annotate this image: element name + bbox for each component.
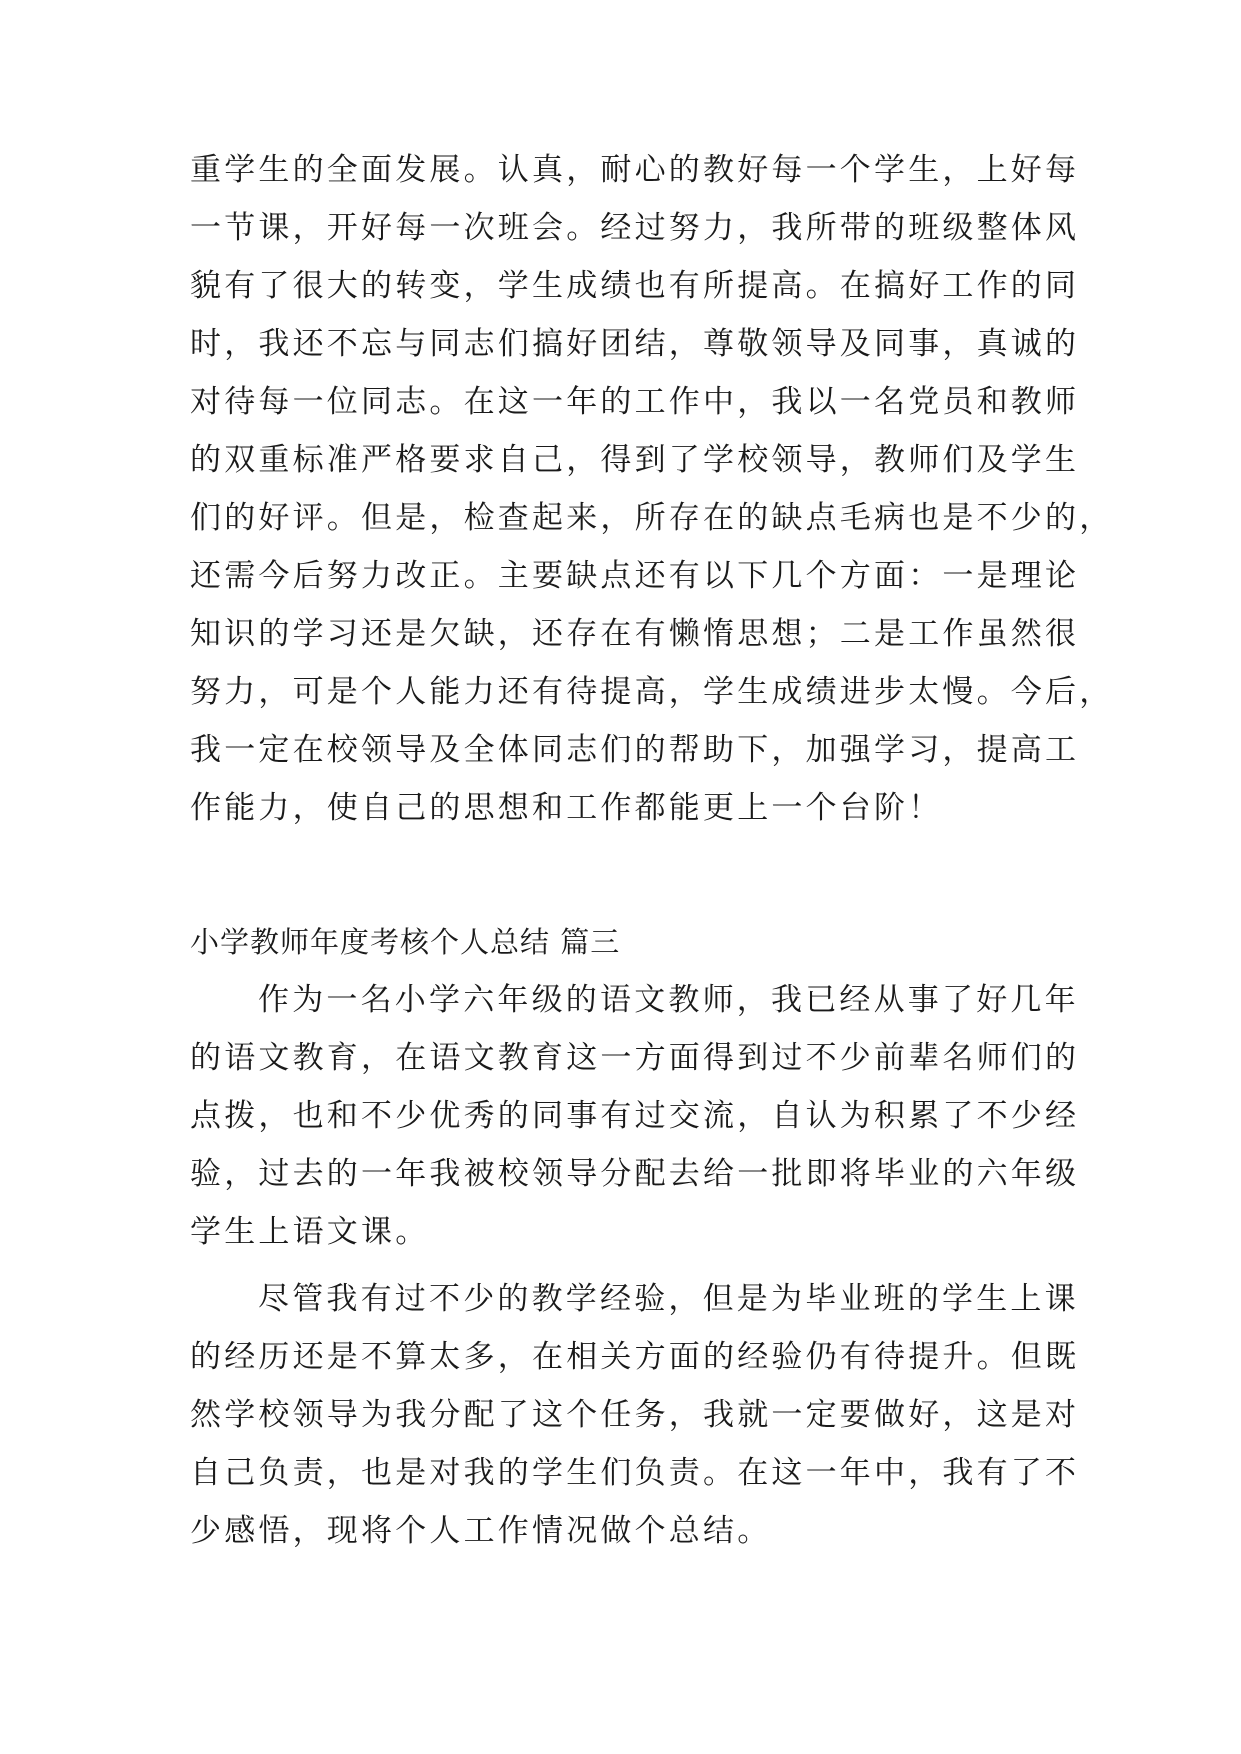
text-line: 学生上语文课。	[190, 1214, 430, 1250]
text-line: 对待每一位同志。在这一年的工作中，我以一名党员和教师	[190, 384, 1080, 420]
text-line: 作为一名小学六年级的语文教师，我已经从事了好几年	[258, 982, 1079, 1018]
text-line: 的语文教育，在语文教育这一方面得到过不少前辈名师们的	[190, 1040, 1080, 1076]
text-line: 的经历还是不算太多，在相关方面的经验仍有待提升。但既	[190, 1339, 1080, 1375]
text-line: 知识的学习还是欠缺，还存在有懒惰思想；二是工作虽然很	[190, 616, 1080, 652]
text-line: 我一定在校领导及全体同志们的帮助下，加强学习，提高工	[190, 732, 1080, 768]
text-line: 努力，可是个人能力还有待提高，学生成绩进步太慢。今后，	[190, 674, 1114, 710]
text-line: 点拨，也和不少优秀的同事有过交流，自认为积累了不少经	[190, 1098, 1080, 1134]
text-line: 自己负责，也是对我的学生们负责。在这一年中，我有了不	[190, 1455, 1080, 1491]
text-line: 一节课，开好每一次班会。经过努力，我所带的班级整体风	[190, 210, 1080, 246]
text-line: 时，我还不忘与同志们搞好团结，尊敬领导及同事，真诚的	[190, 326, 1080, 362]
text-line: 貌有了很大的转变，学生成绩也有所提高。在搞好工作的同	[190, 268, 1080, 304]
text-line: 们的好评。但是，检查起来，所存在的缺点毛病也是不少的，	[190, 500, 1114, 536]
text-line: 作能力，使自己的思想和工作都能更上一个台阶！	[190, 790, 943, 826]
text-line: 然学校领导为我分配了这个任务，我就一定要做好，这是对	[190, 1397, 1080, 1433]
text-line: 的双重标准严格要求自己，得到了学校领导，教师们及学生	[190, 442, 1080, 478]
section-heading: 小学教师年度考核个人总结 篇三	[190, 925, 621, 959]
text-line: 少感悟，现将个人工作情况做个总结。	[190, 1513, 772, 1549]
text-line: 还需今后努力改正。主要缺点还有以下几个方面：一是理论	[190, 558, 1080, 594]
text-line: 尽管我有过不少的教学经验，但是为毕业班的学生上课	[258, 1281, 1079, 1317]
text-line: 重学生的全面发展。认真，耐心的教好每一个学生，上好每	[190, 152, 1080, 188]
text-line: 验，过去的一年我被校领导分配去给一批即将毕业的六年级	[190, 1156, 1080, 1192]
